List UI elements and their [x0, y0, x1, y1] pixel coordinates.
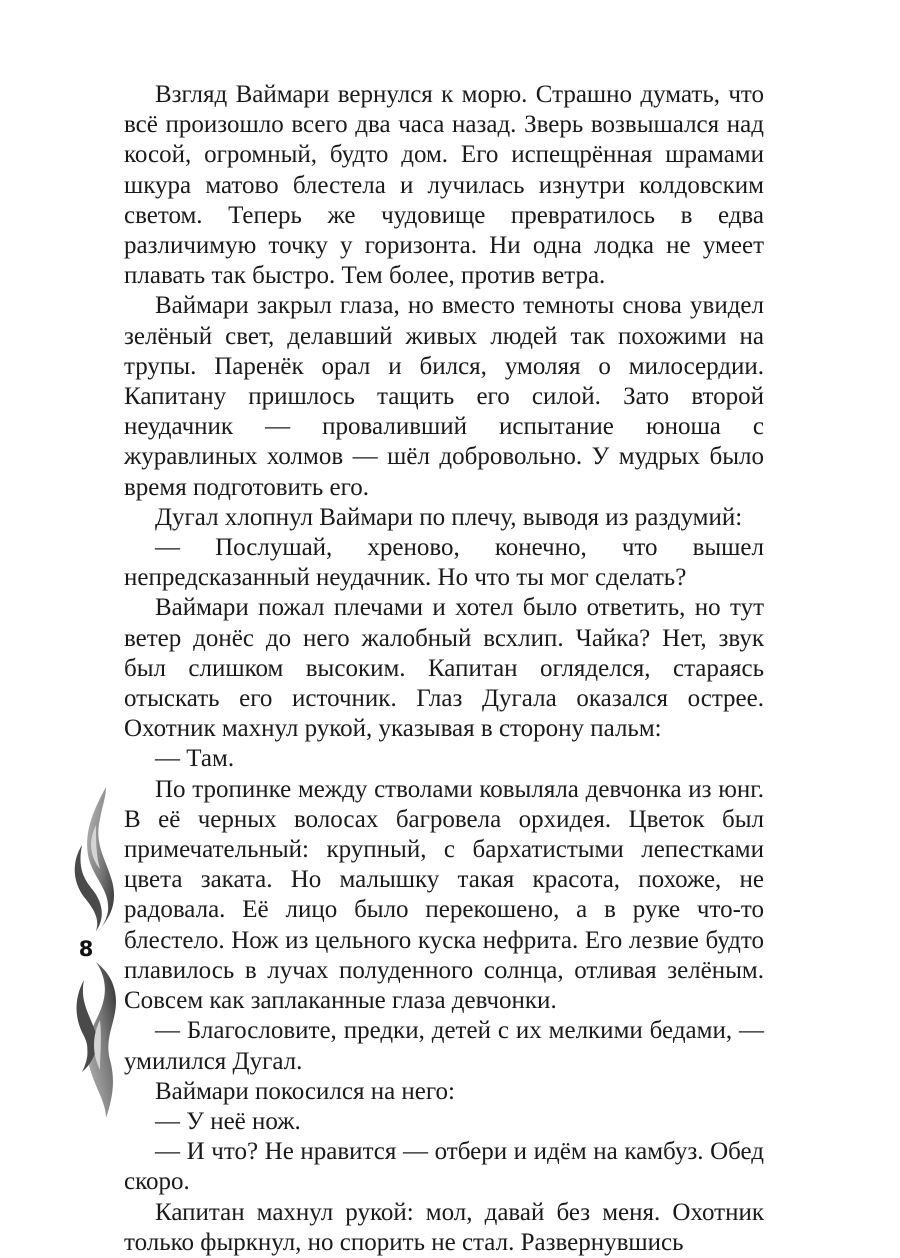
body-text [124, 80, 764, 1258]
paragraph-12: Капитан махнул рукой: мол, давай без меня. Охотник только фыркнул, но спорить не стал. Развернувшись [124, 1198, 764, 1256]
paragraph-8: — Благословите, предки, детей с их мелкими бедами, — умилился Дугал. [124, 1017, 764, 1075]
paragraph-2: Ваймари закрыл глаза, но вместо темноты снова увидел зелёный свет, делавший живых людей так похожими на трупы. Паренёк орал и бился, умоляя о милосердии. Капитану пришлось тащить его силой. Зато второй неудачник — проваливший испытание юноша с журавлиных холмов — шёл добровольно. У мудрых было время подготовить его. [124, 292, 764, 501]
paragraph-9: Ваймари покосился на него: [155, 1077, 455, 1105]
paragraph-6: — Там. [155, 745, 235, 773]
ornament-bottom-icon [66, 960, 122, 1120]
paragraph-11: — И что? Не нравится — отбери и идём на камбуз. Обед скоро. [124, 1138, 764, 1196]
paragraph-4: — Послушай, хреново, конечно, что вышел непредсказанный неудачник. Но что ты мог сделать? [124, 534, 764, 592]
paragraph-1: Взгляд Ваймари вернулся к морю. Страшно думать, что всё произошло всего два часа назад. Зверь возвышался над косой, огромный, будто дом. Его испещрённая шрамами шкура матово блестела и лучилась изнутри колдовским светом. Теперь же чудовище превратилось в едва различимую точку у горизонта. Ни одна лодка не умеет плавать так быстро. Тем более, против ветра. [124, 81, 764, 290]
paragraph-10: — У неё нож. [155, 1107, 301, 1135]
paragraph-5: Ваймари пожал плечами и хотел было ответить, но тут ветер донёс до него жалобный всхлип. Чайка? Нет, звук был слишком высоким. Капитан огляделся, стараясь отыскать его источник. Глаз Дугала оказался острее. Охотник махнул рукой, указывая в сторону пальм: [124, 594, 764, 743]
page-number: 8 [78, 937, 94, 961]
ornament-top-icon [66, 785, 122, 935]
paragraph-3: Дугал хлопнул Ваймари по плечу, выводя из раздумий: [155, 503, 743, 531]
paragraph-7: По тропинке между стволами ковыляла девчонка из юнг. В её черных волосах багровела орхидея. Цветок был примечательный: крупный, с бархатистыми лепестками цвета заката. Но малышку такая красота, похоже, не радовала. Её лицо было перекошено, а в руке что-то блестело. Нож из цельного куска нефрита. Его лезвие будто плавилось в лучах полуденного солнца, отливая зелёным. Совсем как заплаканные глаза девчонки. [124, 775, 764, 1015]
